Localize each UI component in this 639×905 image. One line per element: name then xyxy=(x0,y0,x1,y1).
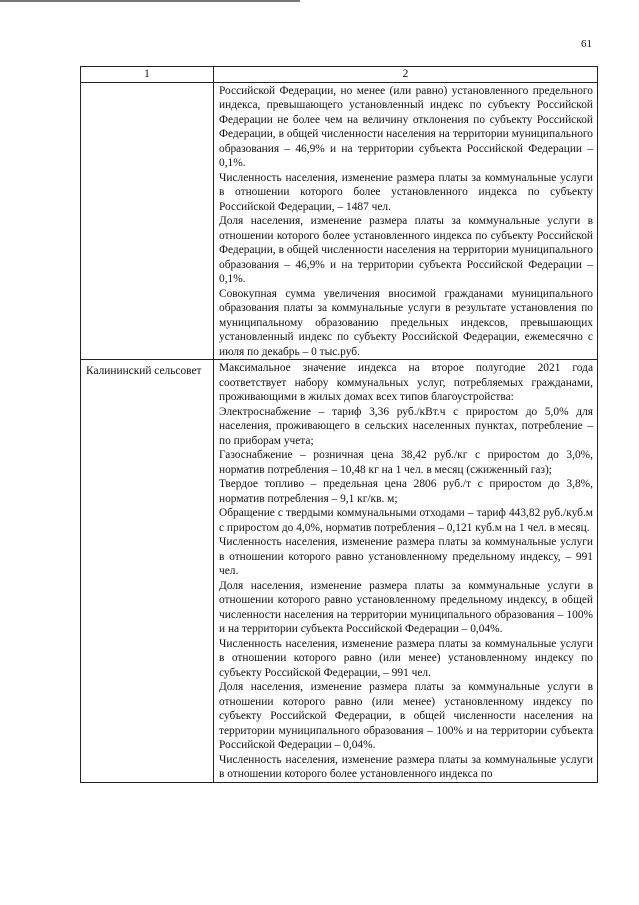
paragraph: Численность населения, изменение размера платы за коммунальные услуги в отношении которого равно (или менее) установленному индексу по субъекту Российской Федерации, – 991 чел. xyxy=(219,637,593,679)
paragraph: Совокупная сумма увеличения вносимой гражданами муниципального образования платы за коммунальные услуги в результате установления по муниципальному образованию предельных индексов, превышающих установленный индекс по субъекту Российской Федерации, ежемесячно с июля по декабрь – 0 тыс.руб. xyxy=(219,287,593,358)
paragraph: Численность населения, изменение размера платы за коммунальные услуги в отношении которого более установленного индекса по субъекту Российской Федерации, – 1487 чел. xyxy=(219,171,593,213)
table-row xyxy=(81,360,598,783)
paragraph: Электроснабжение – тариф 3,36 руб./кВт.ч с приростом до 5,0% для населения, проживающего в сельских населенных пунктах, потребление – по приборам учета; xyxy=(219,405,593,447)
table-row xyxy=(81,82,598,360)
column-header-1: 1 xyxy=(81,67,214,83)
paragraph: Доля населения, изменение размера платы за коммунальные услуги в отношении которого равно (или менее) установленному индексу по субъекту Российской Федерации, в общей численности населения на территории муниципального образования – 100% и на территории субъекта Российской Федерации – 0,04%. xyxy=(219,681,593,751)
column-header-2: 2 xyxy=(214,67,598,83)
paragraph: Доля населения, изменение размера платы за коммунальные услуги в отношении которого равно установленному предельному индексу, в общей численности населения на территории муниципального образования – 100% и на территории субъекта Российской Федерации – 0,04%. xyxy=(219,579,593,635)
paragraph: Российской Федерации, но менее (или равно) установленного предельного индекса, превышающего установленный индекс по субъекту Российской Федерации не более чем на величину отклонения по субъекту Российской Федерации, в общей численности населения на территории муниципального образования – 46,9% и на территории субъекта Российской Федерации – 0,1%. xyxy=(219,84,593,169)
paragraph: Доля населения, изменение размера платы за коммунальные услуги в отношении которого более установленного индекса по субъекту Российской Федерации, в общей численности населения на территории муниципального образования – 46,9% и на территории субъекта Российской Федерации – 0,1%. xyxy=(219,215,593,285)
paragraph: Численность населения, изменение размера платы за коммунальные услуги в отношении которого равно установленному предельному индексу, – 991 чел. xyxy=(219,536,593,577)
municipality-cell: Калининский сельсовет xyxy=(81,360,214,783)
paragraph: Обращение с твердыми коммунальными отходами – тариф 443,82 руб./куб.м с приростом до 4,0%, норматив потребления – 0,121 куб.м на 1 чел. в месяц. xyxy=(219,507,593,534)
paragraph: Численность населения, изменение размера платы за коммунальные услуги в отношении которого более установленного индекса по xyxy=(219,753,593,780)
paragraph: Газоснабжение – розничная цена 38,42 руб./кг с приростом до 3,0%, норматив потребления – 10,48 кг на 1 чел. в месяц (сжиженный газ); xyxy=(219,449,593,476)
paragraph: Максимальное значение индекса на второе полугодие 2021 года соответствует набору коммунальных услуг, потребляемых гражданами, проживающими в жилых домах всех типов благоустройства: xyxy=(219,362,593,403)
document-table xyxy=(80,66,598,783)
top-rule xyxy=(0,0,300,2)
description-cell xyxy=(214,360,598,783)
page-number: 61 xyxy=(581,38,592,50)
municipality-cell xyxy=(81,82,214,360)
paragraph: Твердое топливо – предельная цена 2806 руб./т с приростом до 3,8%, норматив потребления – 9,1 кг/кв. м; xyxy=(219,478,593,505)
description-cell xyxy=(214,82,598,360)
table-header-row xyxy=(81,67,598,83)
